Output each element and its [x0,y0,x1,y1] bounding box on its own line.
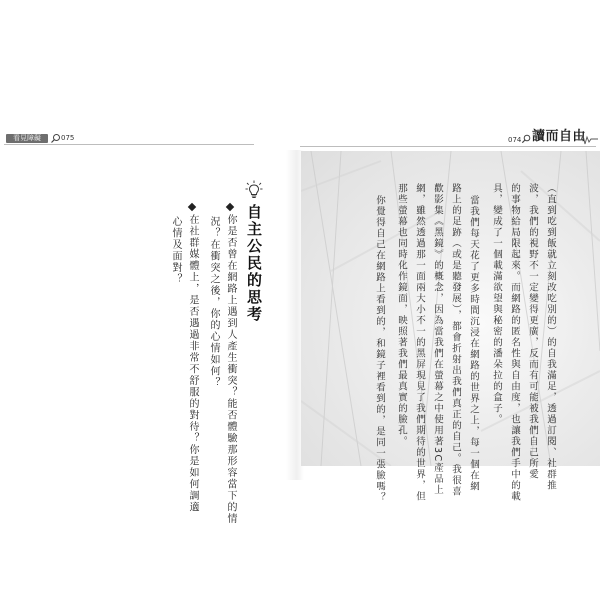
magnifier-icon-right [521,134,531,144]
left-header-rule [4,144,254,145]
right-header-rule [300,146,596,147]
right-header-title: 讀而自由 [532,129,587,144]
section-title: 自主公民的思考 [245,204,263,323]
question-2-line-1: 在社群媒體上，是否遇過非常不舒服的對待？你是如何調適 [185,203,200,513]
question-1-line-1: 你是否曾在網路上遇到人產生衝突？能否體驗那形容當下的情 [223,203,238,525]
paragraph-line: 當我們每天花了更多時間沉浸在網路的世界之上，每一個在網 [468,195,479,492]
lightbulb-icon [245,180,263,200]
paragraph-line: 具，變成了一個載滿欲望與秘密的潘朵拉的盒子。 [491,183,502,425]
paragraph-line: 網，雖然透過那一面兩大小不一的黑屏現見了我們期待的世界，但 [414,183,425,502]
wave-decoration-icon [578,132,598,146]
magnifier-icon [50,133,61,144]
paragraph-line: 歡影集《黑鏡》的概念，因為當我們在螢幕之中使用著3C產品上 [432,183,443,496]
paragraph-line: 路上的足跡（或是聽發展），都會折射出我們真正的自己。我很喜 [450,183,461,498]
paragraph-line: 的事物給局限起來。而網路的匿名性與自由度，也讓我們手中的載 [509,183,520,502]
left-header-tab: 看見障礙 [6,134,48,143]
question-1-line-2: 況？在衝突之後，你的心情如何？ [208,216,219,389]
diamond-bullet-icon [226,203,234,211]
left-page-number: 075 [61,134,75,142]
diamond-bullet-icon [188,203,196,211]
question-2-line-2: 心情及面對？ [170,216,181,285]
right-page-number: 074 [508,136,522,144]
paragraph-line: 你覺得自己在網路上看到的，和鏡子裡看到的，是同一張臉嗎？ [374,195,385,503]
paragraph-line: 那些螢幕也同時化作鏡面，映照著我們最真實的臉孔。 [396,183,407,447]
paragraph-line: （直到吃到飯就立刻改吃別的）的自我滿足，透過訂閱、社群推 [545,183,556,491]
paragraph-line: 波，我們的視野不一定變得更廣，反而有可能被我們自己所愛 [527,183,538,480]
